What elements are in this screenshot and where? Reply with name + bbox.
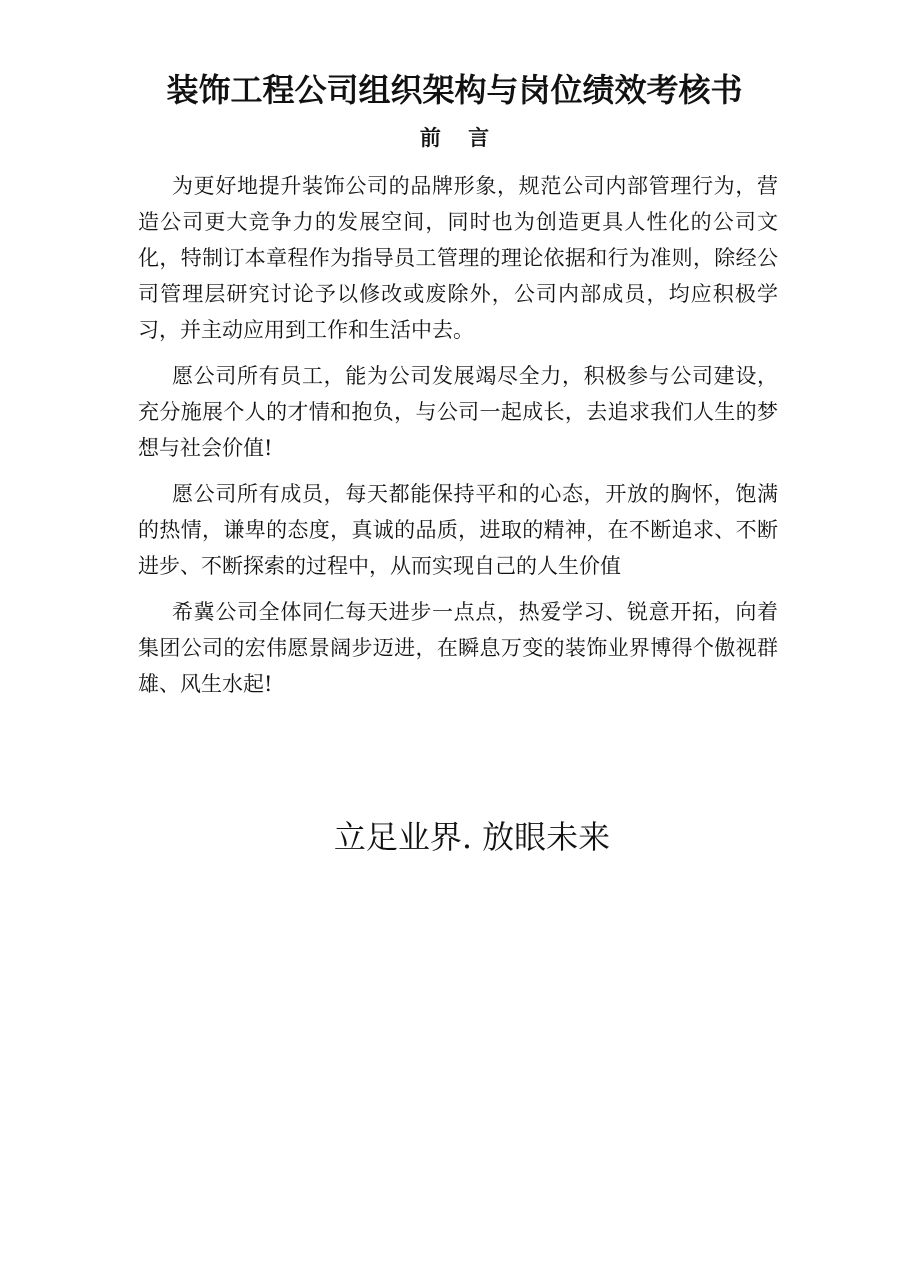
- document-title: 装饰工程公司组织架构与岗位绩效考核书: [166, 71, 743, 109]
- paragraph: 愿公司所有成员，每天都能保持平和的心态，开放的胸怀，饱满的热情，谦卑的态度，真诚的品质，进取的精神，在不断追求、不断进步、不断探索的过程中，从而实现自己的人生价值: [138, 482, 778, 578]
- company-slogan: 立足业界. 放眼未来: [333, 818, 611, 856]
- paragraph: 愿公司所有员工，能为公司发展竭尽全力，积极参与公司建设，充分施展个人的才情和抱负，与公司一起成长，去追求我们人生的梦想与社会价值!: [138, 364, 778, 460]
- section-heading-preface: 前 言: [419, 125, 500, 150]
- preface-body: [138, 168, 778, 712]
- paragraph: 为更好地提升装饰公司的品牌形象，规范公司内部管理行为，营造公司更大竞争力的发展空间，同时也为创造更具人性化的公司文化，特制订本章程作为指导员工管理的理论依据和行为准则，除经公司管理层研究讨论予以修改或废除外，公司内部成员，均应积极学习，并主动应用到工作和生活中去。: [138, 174, 778, 342]
- paragraph: 希冀公司全体同仁每天进步一点点，热爱学习、锐意开拓，向着集团公司的宏伟愿景阔步迈进，在瞬息万变的装饰业界博得个傲视群雄、风生水起!: [138, 600, 778, 696]
